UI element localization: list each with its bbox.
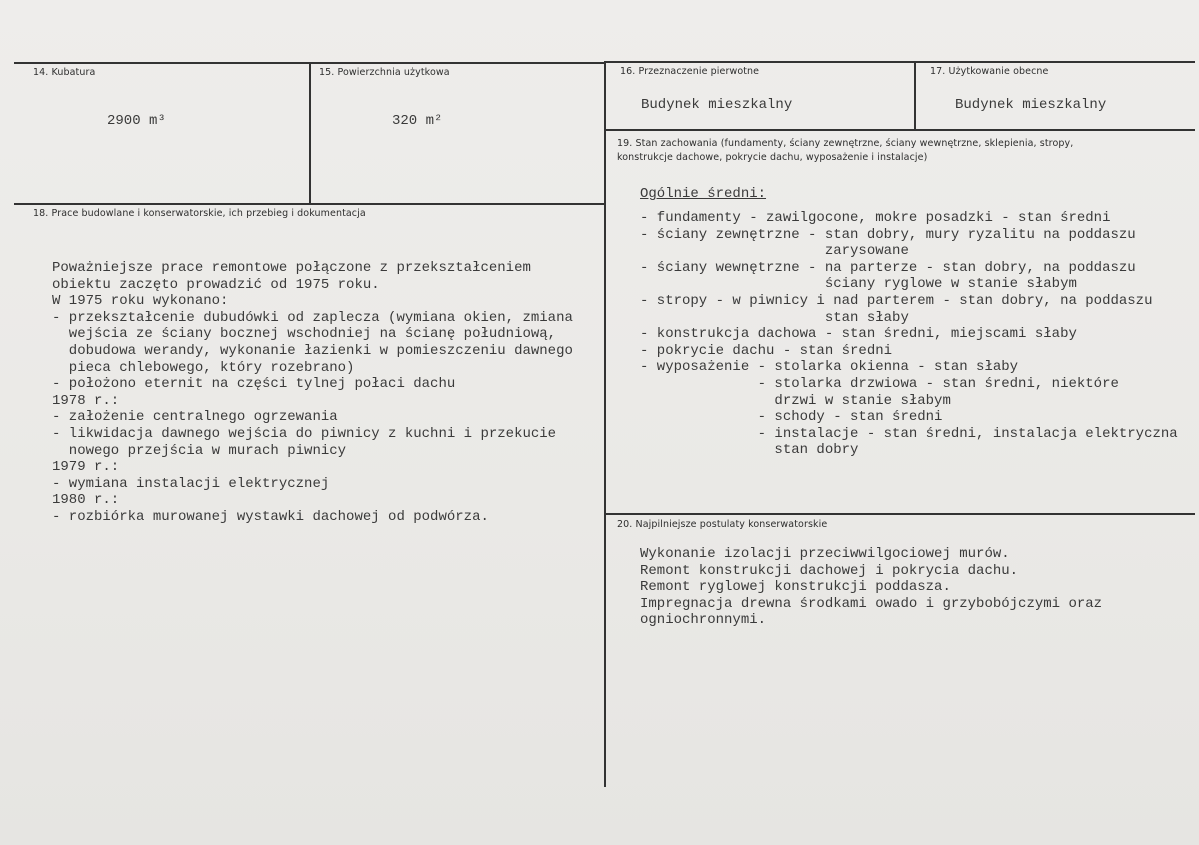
field-14-value: 2900 m³ xyxy=(107,113,166,129)
field-18-line: wejścia ze ściany bocznej wschodniej na ścianę południową, xyxy=(52,326,557,343)
field-18-line: Poważniejsze prace remontowe połączone z przekształceniem xyxy=(52,260,531,276)
field-18-line: W 1975 roku wykonano: xyxy=(52,293,229,310)
field-15-label: 15. Powierzchnia użytkowa xyxy=(319,67,450,78)
field-18-line: - likwidacja dawnego wejścia do piwnicy z kuchni i przekucie xyxy=(52,426,557,442)
field-18-line: - rozbiórka murowanej wystawki dachowej od podwórza. xyxy=(52,509,489,525)
field-19-line: - pokrycie dachu - stan średni xyxy=(640,342,893,359)
divider-14-15 xyxy=(309,62,311,203)
field-15-value: 320 m² xyxy=(392,113,443,129)
divider-16-17 xyxy=(914,61,916,130)
field-16-value: Budynek mieszkalny xyxy=(641,97,793,113)
field-18-label: 18. Prace budowlane i konserwatorskie, ich przebieg i dokumentacja xyxy=(33,208,366,219)
field-16-label: 16. Przeznaczenie pierwotne xyxy=(620,66,760,77)
field-20-line: ogniochronnymi. xyxy=(640,612,767,629)
field-14-label: 14. Kubatura xyxy=(33,67,96,78)
field-18-line: 1979 r.: xyxy=(52,459,120,476)
field-20-line: Remont ryglowej konstrukcji poddasza. xyxy=(640,579,951,596)
field-18-line: - przekształcenie dubudówki od zaplecza (wymiana okien, zmiana xyxy=(52,309,573,326)
rule-above-18 xyxy=(14,203,605,205)
field-20-label: 20. Najpilniejsze postulaty konserwatorskie xyxy=(617,519,828,530)
field-17-value: Budynek mieszkalny xyxy=(955,97,1107,113)
rule-above-20 xyxy=(605,513,1195,515)
field-19-label: 19. Stan zachowania (fundamenty, ściany zewnętrzne, ściany wewnętrzne, sklepienia, stropy, konstrukcje dachowe, pokrycie dachu, wyposażenie i instalacje) xyxy=(617,138,1074,163)
field-19-line: ściany ryglowe w stanie słabym xyxy=(640,276,1077,293)
field-19-line: - instalacje - stan średni, instalacja elektryczna xyxy=(640,425,1178,442)
field-18-line: - wymiana instalacji elektrycznej xyxy=(52,475,330,492)
field-18-line: nowego przejścia w murach piwnicy xyxy=(52,442,347,459)
field-19-line: - konstrukcja dachowa - stan średni, miejscami słaby xyxy=(640,326,1077,343)
field-18-line: 1978 r.: xyxy=(52,392,120,409)
field-19-line: - ściany zewnętrzne - stan dobry, mury ryzalitu na poddaszu xyxy=(640,226,1136,243)
top-rule-right xyxy=(605,61,1195,63)
field-18-line: obiektu zaczęto prowadzić od 1975 roku. xyxy=(52,276,380,293)
field-18-line: - założenie centralnego ogrzewania xyxy=(52,409,338,426)
field-18-line: dobudowa werandy, wykonanie łazienki w pomieszczeniu dawnego xyxy=(52,343,573,359)
field-20-line: Remont konstrukcji dachowej i pokrycia dachu. xyxy=(640,562,1019,579)
field-19-line: - stropy - w piwnicy i nad parterem - stan dobry, na poddaszu xyxy=(640,293,1153,309)
field-18-line: 1980 r.: xyxy=(52,492,120,509)
field-19-heading: Ogólnie średni: xyxy=(640,186,767,202)
field-18-line: pieca chlebowego, który rozebrano) xyxy=(52,359,355,376)
field-17-label: 17. Użytkowanie obecne xyxy=(930,66,1049,77)
field-20-line: Impregnacja drewna środkami owado i grzybobójczymi oraz xyxy=(640,595,1103,612)
center-divider xyxy=(604,61,606,787)
field-20-line: Wykonanie izolacji przeciwwilgociowej murów. xyxy=(640,546,1010,562)
field-19-line: - fundamenty - zawilgocone, mokre posadzki - stan średni xyxy=(640,210,1111,226)
field-19-line: - ściany wewnętrzne - na parterze - stan dobry, na poddaszu xyxy=(640,259,1136,276)
field-19-line: - schody - stan średni xyxy=(640,409,943,426)
field-19-line: - wyposażenie - stolarka okienna - stan słaby xyxy=(640,359,1019,376)
field-19-line: stan dobry xyxy=(640,442,859,459)
field-19-line: zarysowane xyxy=(640,243,909,260)
field-19-line: drzwi w stanie słabym xyxy=(640,392,951,409)
rule-above-19 xyxy=(605,129,1195,131)
field-19-line: stan słaby xyxy=(640,309,909,326)
field-19-line: - stolarka drzwiowa - stan średni, niektóre xyxy=(640,376,1119,392)
field-18-line: - położono eternit na części tylnej połaci dachu xyxy=(52,376,456,393)
